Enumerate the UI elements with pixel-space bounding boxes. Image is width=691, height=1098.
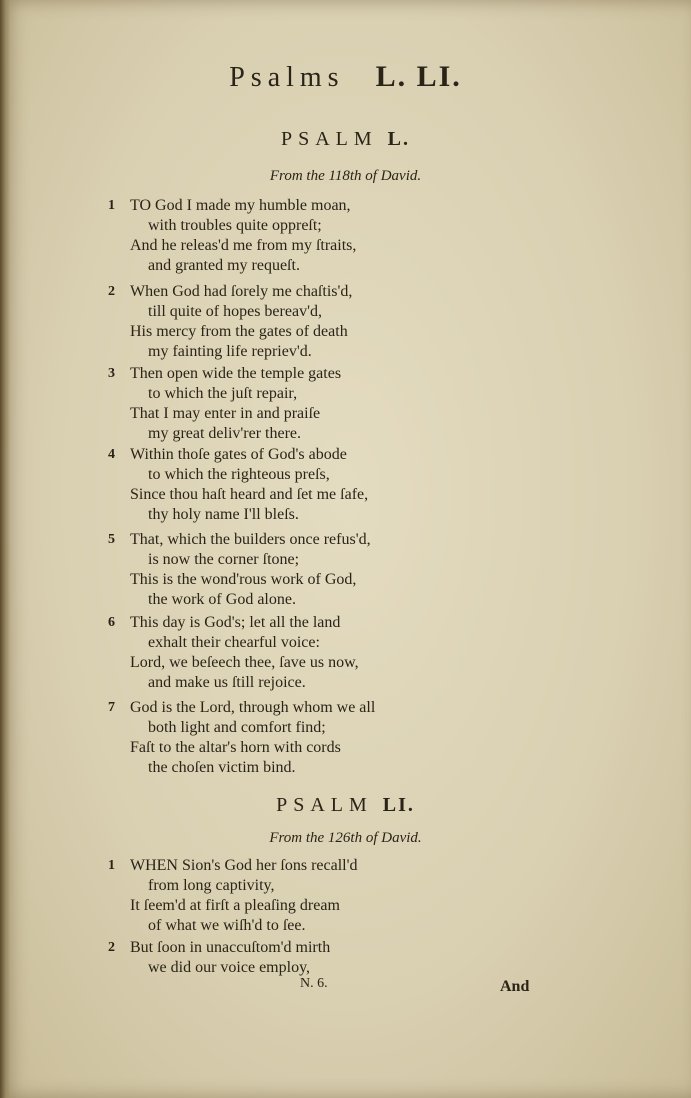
verse-line: That, which the builders once refus'd, (130, 531, 371, 548)
psalm-51-source: From the 126th of David. (269, 830, 422, 846)
verse-line: till quite of hopes bereav'd, (148, 303, 322, 320)
verse-line: Since thou haſt heard and ſet me ſafe, (130, 486, 369, 503)
psalm-50-title-number: L. (387, 128, 411, 150)
verse-line: my fainting life repriev'd. (148, 343, 312, 360)
verse-line: thy holy name I'll bleſs. (148, 506, 299, 523)
signature-mark: N. 6. (300, 976, 328, 991)
psalm-51-title-number: LI. (382, 794, 415, 816)
verse-line: His mercy from the gates of death (130, 323, 348, 340)
catchword: And (500, 978, 530, 995)
verse-line: is now the corner ſtone; (148, 551, 300, 568)
verse-line: we did our voice employ, (148, 959, 311, 976)
verse-line: God is the Lord, through whom we all (130, 699, 376, 716)
verse-number: 1 (108, 198, 115, 213)
psalm-50-title (0, 128, 691, 151)
verse-line: That I may enter in and praiſe (130, 405, 321, 422)
verse-number: 6 (108, 615, 115, 630)
psalm-51-verse-2 (108, 938, 488, 978)
psalm-50-verse-4 (108, 445, 488, 525)
verse-line: both light and comfort find; (148, 719, 326, 736)
psalm-51-title-word: PSALM (276, 794, 373, 816)
psalm-50-verse-5 (108, 530, 488, 610)
verse-line: And he releas'd me from my ſtraits, (130, 237, 357, 254)
verse-number: 2 (108, 284, 115, 299)
verse-line: and granted my requeſt. (148, 257, 300, 274)
verse-line: and make us ſtill rejoice. (148, 674, 306, 691)
verse-line: This is the wond'rous work of God, (130, 571, 357, 588)
verse-line: from long captivity, (148, 877, 275, 894)
psalm-50-verse-7 (108, 698, 488, 778)
psalm-50-verse-2 (108, 282, 488, 362)
psalm-50-verse-3 (108, 364, 488, 444)
verse-line: But ſoon in unaccuſtom'd mirth (130, 939, 331, 956)
verse-line: to which the juſt repair, (148, 385, 298, 402)
verse-number: 4 (108, 447, 115, 462)
verse-line: the choſen victim bind. (148, 759, 296, 776)
verse-line: TO God I made my humble moan, (130, 197, 351, 214)
verse-number: 7 (108, 700, 115, 715)
verse-line: to which the righteous preſs, (148, 466, 330, 483)
verse-line: This day is God's; let all the land (130, 614, 341, 631)
verse-line: exhalt their chearful voice: (148, 634, 320, 651)
verse-line: It ſeem'd at firſt a pleaſing dream (130, 897, 340, 914)
verse-line: of what we wiſh'd to ſee. (148, 917, 306, 934)
verse-line: the work of God alone. (148, 591, 296, 608)
psalm-50-title-word: PSALM (280, 128, 378, 150)
page-edge-shadow (0, 0, 10, 1098)
verse-number: 5 (108, 532, 115, 547)
verse-line: Lord, we beſeech thee, ſave us now, (130, 654, 359, 671)
verse-line: my great deliv'rer there. (148, 425, 302, 442)
verse-number: 2 (108, 940, 115, 955)
verse-number: 1 (108, 858, 115, 873)
psalm-51-title (0, 794, 691, 817)
psalm-50-source: From the 118th of David. (269, 168, 422, 184)
psalm-51-verse-1 (108, 856, 488, 936)
psalm-50-verse-6 (108, 613, 488, 693)
verse-line: Faſt to the altar's horn with cords (130, 739, 341, 756)
psalm-50-verse-1 (108, 196, 488, 276)
running-head-prefix: Psalms (229, 62, 345, 93)
running-head-numbers: L. LI. (375, 60, 462, 93)
verse-line: Within thoſe gates of God's abode (130, 446, 347, 463)
verse-line: When God had ſorely me chaſtis'd, (130, 283, 353, 300)
verse-line: WHEN Sion's God her ſons recall'd (130, 857, 358, 874)
verse-line: with troubles quite oppreſt; (148, 217, 322, 234)
running-head (0, 60, 691, 94)
verse-number: 3 (108, 366, 115, 381)
verse-line: Then open wide the temple gates (130, 365, 342, 382)
